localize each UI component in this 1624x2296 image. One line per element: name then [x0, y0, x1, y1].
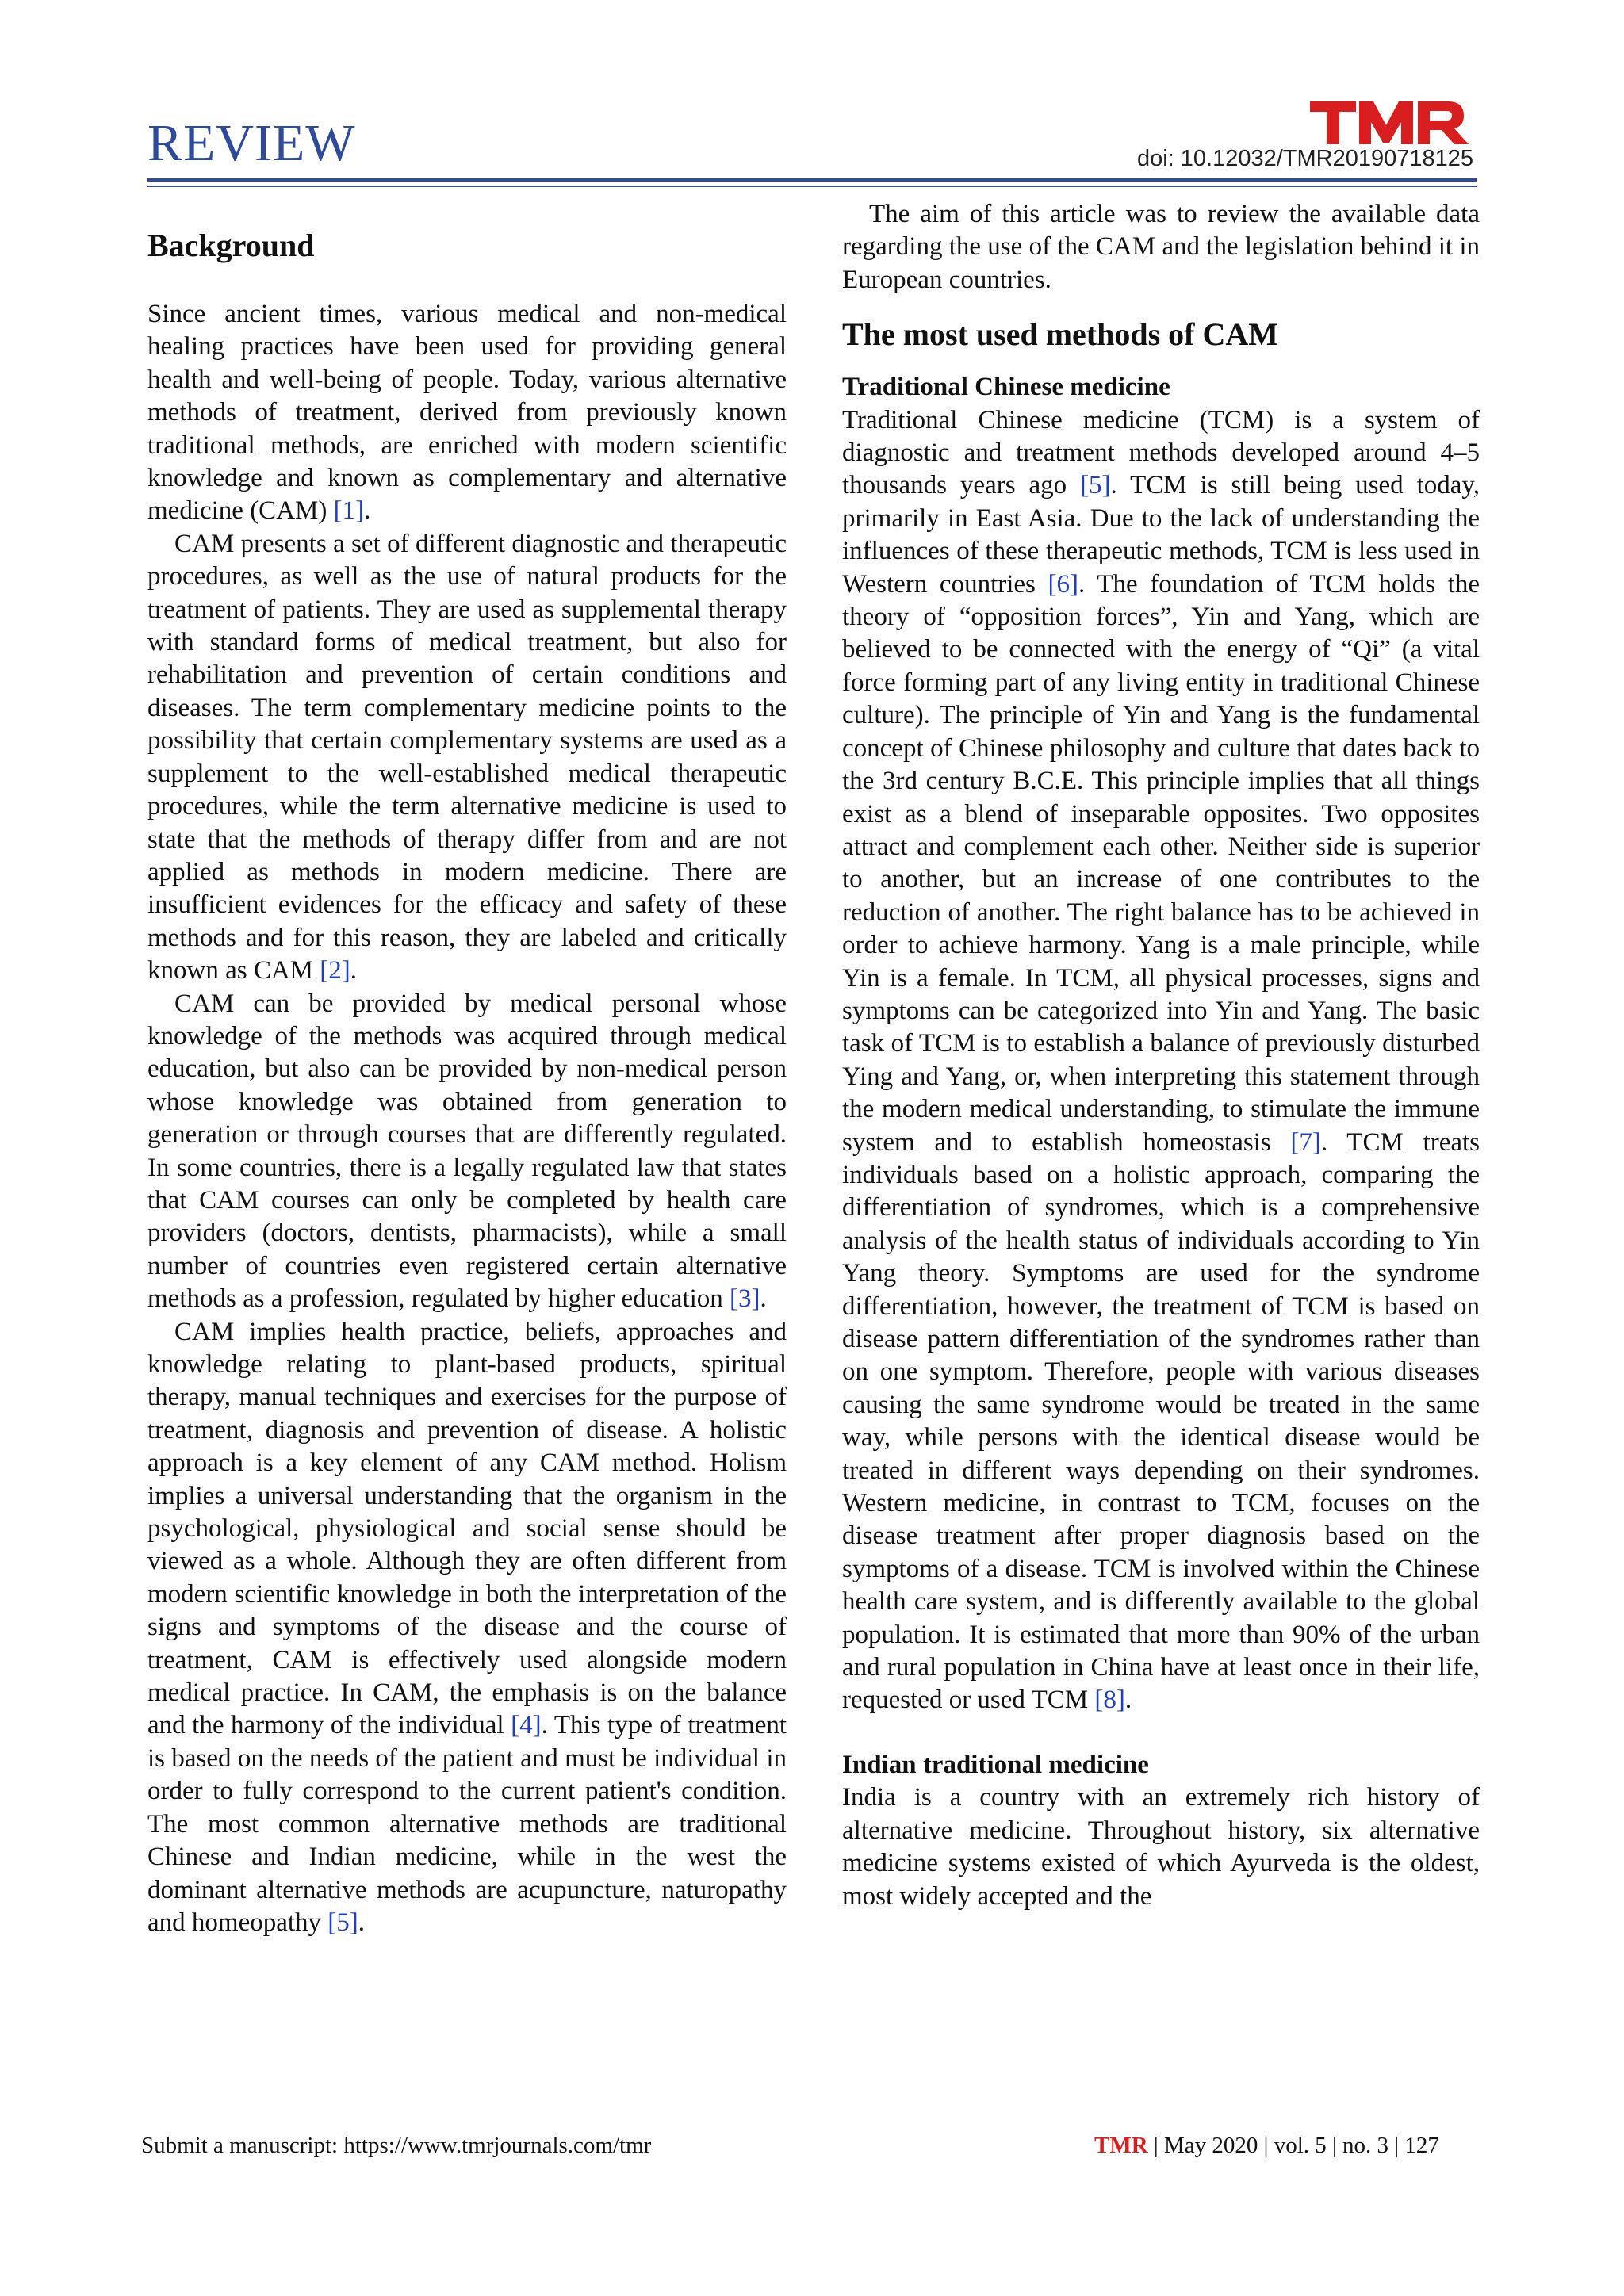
subheading-tcm: Traditional Chinese medicine	[842, 373, 1170, 402]
citation-link[interactable]: [4]	[511, 1711, 542, 1740]
paragraph: Traditional Chinese medicine (TCM) is a system of diagnostic and treatment methods developed around 4–5 thousands years ago [5]. TCM is still being used today, primarily in East Asia. Due to the lack of understanding the influences of these therapeutic methods, TCM is less used in Western countries [6]. The foundation of TCM holds the theory of “opposition forces”, Yin and Yang, which are believed to be connected with the energy of “Qi” (a vital force forming part of any living entity in traditional Chinese culture). The principle of Yin and Yang is the fundamental concept of Chinese philosophy and culture that dates back to the 3rd century B.C.E. This principle implies that all things exist as a blend of inseparable opposites. Two opposites attract and complement each other. Neither side is superior to another, but an increase of one contributes to the reduction of another. The right balance has to be achieved in order to achieve harmony. Yang is a male principle, while Yin is a female. In TCM, all physical processes, signs and symptoms can be categorized into Yin and Yang. The basic task of TCM is to establish a balance of previously disturbed Ying and Yang, or, when interpreting this statement through the modern medical understanding, to stimulate the immune system and to establish homeostasis [7]. TCM treats individuals based on a holistic approach, comparing the differentiation of syndromes, which is a comprehensive analysis of the health status of individuals according to Yin Yang theory. Symptoms are used for the syndrome differentiation, however, the treatment of TCM is based on disease pattern differentiation of the syndromes rather than on one symptom. Therefore, people with various diseases causing the same syndrome would be treated in the same way, while persons with the identical disease would be treated in different ways depending on their syndromes. Western medicine, in contrast to TCM, focuses on the disease treatment after proper diagnosis based on the symptoms of a disease. TCM is involved within the Chinese health care system, and is differently available to the global population. It is estimated that more than 90% of the urban and rural population in China have at least once in their life, requested or used TCM [8].	[842, 405, 1480, 1715]
header-rule-thin	[147, 186, 1477, 187]
right-column	[842, 198, 1480, 1913]
citation-link[interactable]: [2]	[320, 956, 350, 985]
footer-submit-link[interactable]: Submit a manuscript: https://www.tmrjournals.com/tmr	[141, 2133, 652, 2158]
subheading-indian: Indian traditional medicine	[842, 1750, 1149, 1779]
heading-background: Background	[147, 228, 315, 263]
tmr-logo	[1310, 95, 1475, 144]
citation-link[interactable]: [1]	[333, 496, 365, 526]
paragraph: CAM can be provided by medical personal whose knowledge of the methods was acquired through medical education, but also can be provided by non-medical person whose knowledge was obtained from generation to generation or through courses that are differently regulated. In some countries, there is a legally regulated law that states that CAM courses can only be completed by health care providers (doctors, dentists, pharmacists), while a small number of countries even registered certain alternative methods as a profession, regulated by higher education [3].	[147, 989, 787, 1314]
citation-link[interactable]: [8]	[1094, 1686, 1125, 1715]
doi[interactable]: doi: 10.12032/TMR20190718125	[1136, 146, 1473, 171]
paragraph: The aim of this article was to review the available data regarding the use of the CAM and the legislation behind it in European countries.	[842, 200, 1480, 294]
paragraph: Since ancient times, various medical and non-medical healing practices have been used for providing general health and well-being of people. Today, various alternative methods of treatment, derived from previously known traditional methods, are enriched with modern scientific knowledge and known as complementary and alternative medicine (CAM) [1].	[147, 300, 787, 526]
citation-link[interactable]: [5]	[1080, 471, 1111, 500]
citation-link[interactable]: [7]	[1290, 1127, 1321, 1157]
footer-brand: TMR	[1094, 2133, 1148, 2158]
citation-link[interactable]: [5]	[327, 1908, 358, 1937]
header-rule	[147, 178, 1477, 182]
footer-issue-info: | May 2020 | vol. 5 | no. 3 | 127	[1147, 2133, 1439, 2158]
citation-link[interactable]: [3]	[730, 1284, 760, 1314]
tmr-logo-graphic	[1310, 95, 1475, 144]
citation-link[interactable]: [6]	[1048, 569, 1079, 599]
paragraph: CAM implies health practice, beliefs, approaches and knowledge relating to plant-based products, spiritual therapy, manual techniques and exercises for the purpose of treatment, diagnosis and prevention of disease. A holistic approach is a key element of any CAM method. Holism implies a universal understanding that the organism in the psychological, physiological and social sense should be viewed as a whole. Although they are often different from modern scientific knowledge in both the interpretation of the signs and symptoms of the disease and the course of treatment, CAM is effectively used alongside modern medical practice. In CAM, the emphasis is on the balance and the harmony of the individual [4]. This type of treatment is based on the needs of the patient and must be individual in order to fully correspond to the current patient's condition. The most common alternative methods are traditional Chinese and Indian medicine, while in the west the dominant alternative methods are acupuncture, naturopathy and homeopathy [5].	[147, 1317, 787, 1937]
section-title: REVIEW	[147, 114, 356, 172]
left-column	[147, 198, 787, 1939]
paragraph: India is a country with an extremely rich history of alternative medicine. Throughout history, six alternative medicine systems existed of which Ayurveda is the oldest, most widely accepted and the	[842, 1783, 1480, 1911]
footer-issue	[1094, 2133, 1439, 2159]
paragraph: CAM presents a set of different diagnostic and therapeutic procedures, as well as the use of natural products for the treatment of patients. They are used as supplemental therapy with standard forms of medical treatment, but also for rehabilitation and prevention of certain conditions and diseases. The term complementary medicine points to the possibility that certain complementary systems are used as a supplement to the well-established medical therapeutic procedures, while the term alternative medicine is used to state that the methods of therapy differ from and are not applied as methods in modern medicine. There are insufficient evidences for the efficacy and safety of these methods and for this reason, they are labeled and critically known as CAM [2].	[147, 529, 787, 985]
heading-methods: The most used methods of CAM	[842, 316, 1278, 353]
